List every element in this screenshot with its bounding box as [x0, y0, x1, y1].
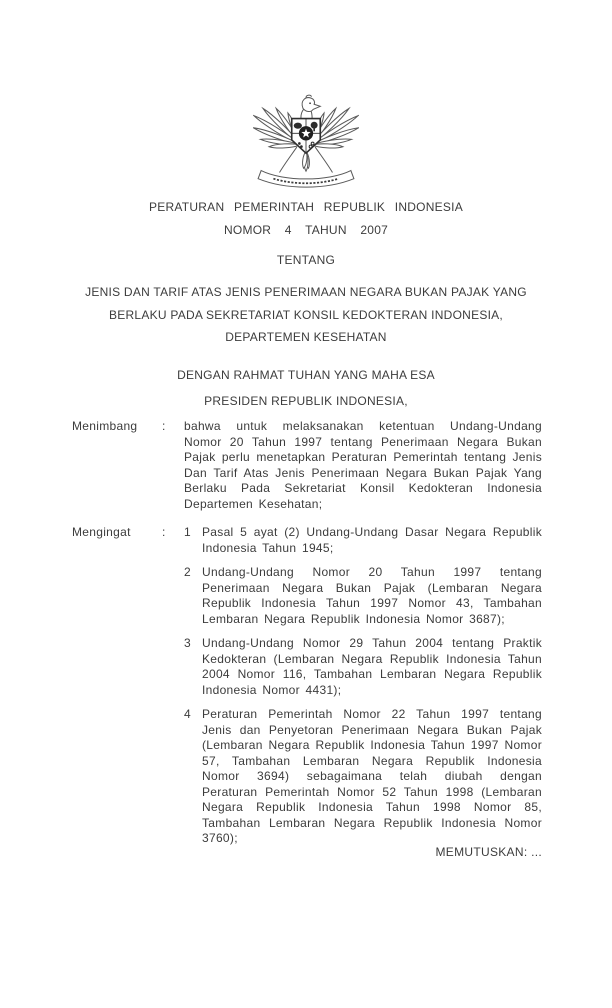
- memutuskan-continuation: MEMUTUSKAN: ...: [435, 845, 542, 859]
- legal-basis-item: [184, 525, 542, 556]
- considerations-text: bahwa untuk melaksanakan ketentuan Undang-Undang Nomor 20 Tahun 1997 tentang Penerimaan Negara Bukan Pajak perlu menetapkan Peraturan Pemerintah tentang Jenis Dan Tarif Atas Jenis Penerimaan Negara Bukan Pajak Yang Berlaku Pada Sekretariat Konsil Kedokteran Indonesia Departemen Kesehatan;: [184, 419, 542, 511]
- legal-basis-list: [184, 525, 542, 847]
- considerations-separator: :: [162, 419, 166, 433]
- document-body: [72, 419, 542, 847]
- title-line-1: JENIS DAN TARIF ATAS JENIS PENERIMAAN NEGARA BUKAN PAJAK YANG: [85, 285, 527, 299]
- considerations-clause: [72, 419, 542, 512]
- authority-line: PRESIDEN REPUBLIK INDONESIA,: [204, 393, 408, 408]
- legal-basis-separator: :: [162, 525, 166, 539]
- title-line-3: DEPARTEMEN KESEHATAN: [225, 330, 387, 344]
- legal-basis-item: [184, 565, 542, 627]
- legal-basis-item: [184, 707, 542, 847]
- tentang-label: TENTANG: [276, 253, 336, 267]
- item-number: 4: [184, 707, 191, 721]
- item-text: Pasal 5 ayat (2) Undang-Undang Dasar Negara Republik Indonesia Tahun 1945;: [202, 525, 542, 555]
- item-number: 1: [184, 525, 191, 539]
- item-number: 2: [184, 565, 191, 579]
- considerations-label: Menimbang: [72, 419, 138, 433]
- invocation-line: DENGAN RAHMAT TUHAN YANG MAHA ESA: [177, 367, 435, 382]
- item-number: 3: [184, 636, 191, 650]
- legal-basis-item: [184, 636, 542, 698]
- title-line-2: BERLAKU PADA SEKRETARIAT KONSIL KEDOKTERAN INDONESIA,: [108, 307, 503, 322]
- legal-basis-clause: [72, 525, 542, 847]
- document-header: [0, 200, 612, 409]
- item-text: Undang-Undang Nomor 20 Tahun 1997 tentang Penerimaan Negara Bukan Pajak (Lembaran Negara Republik Indonesia Tahun 1997 Nomor 43, Tambahan Lembaran Negara Republik Indonesia Nomor 3687);: [202, 565, 542, 626]
- garuda-pancasila-icon: [253, 94, 359, 192]
- item-text: Undang-Undang Nomor 29 Tahun 2004 tentang Praktik Kedokteran (Lembaran Negara Republik Indonesia Tahun 2004 Nomor 116, Tambahan Lembaran Negara Republik Indonesia Nomor 4431);: [202, 636, 542, 697]
- regulation-number: NOMOR 4 TAHUN 2007: [223, 223, 389, 237]
- regulation-title: [0, 281, 612, 349]
- garuda-pancasila-emblem: [253, 94, 359, 192]
- regulation-name: PERATURAN PEMERINTAH REPUBLIK INDONESIA: [148, 200, 464, 214]
- item-text: Peraturan Pemerintah Nomor 22 Tahun 1997 tentang Jenis dan Penyetoran Penerimaan Negara Bukan Pajak (Lembaran Negara Republik Indonesia Tahun 1997 Nomor 57, Tambahan Lembaran Negara Republik Indonesia Nomor 3694) sebagaimana telah diubah dengan Peraturan Pemerintah Nomor 52 Tahun 1998 (Lembaran Negara Republik Indonesia Tahun 1998 Nomor 85, Tambahan Lembaran Negara Republik Indonesia Nomor 3760);: [202, 707, 542, 845]
- legal-basis-label: Mengingat: [72, 525, 131, 539]
